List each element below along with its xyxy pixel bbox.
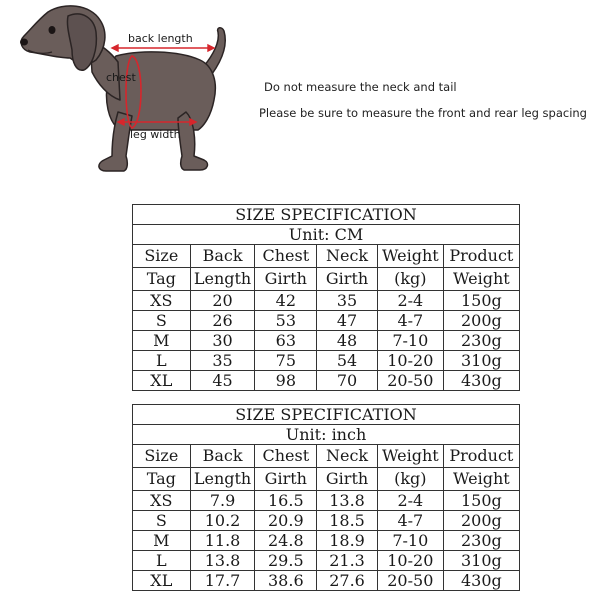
back-length-arrow [112, 45, 214, 51]
cell-chest-girth: 42 [255, 291, 317, 311]
table-row [133, 291, 520, 311]
cell-weight: 4-7 [377, 511, 443, 531]
header-product-line2: Weight [443, 468, 519, 491]
header-size-line2: Tag [133, 468, 191, 491]
cell-product-weight: 230g [443, 531, 519, 551]
cell-product-weight: 430g [443, 371, 519, 391]
cell-back-length: 45 [190, 371, 255, 391]
cell-back-length: 35 [190, 351, 255, 371]
cell-size: XS [133, 291, 191, 311]
table-title: SIZE SPECIFICATION [133, 405, 520, 425]
table-row [133, 511, 520, 531]
cell-chest-girth: 24.8 [255, 531, 317, 551]
cell-size: XL [133, 571, 191, 591]
header-weight-line1: Weight [377, 445, 443, 468]
cell-chest-girth: 53 [255, 311, 317, 331]
leg-width-label: leg width [130, 128, 181, 141]
cell-chest-girth: 75 [255, 351, 317, 371]
cell-chest-girth: 16.5 [255, 491, 317, 511]
table-row [133, 551, 520, 571]
table-row [133, 371, 520, 391]
table-row [133, 311, 520, 331]
header-chest-line2: Girth [255, 468, 317, 491]
cell-weight: 4-7 [377, 311, 443, 331]
cell-neck-girth: 21.3 [317, 551, 378, 571]
table-row [133, 531, 520, 551]
header-weight-line2: (kg) [377, 268, 443, 291]
cell-weight: 20-50 [377, 571, 443, 591]
table-unit: Unit: CM [133, 225, 520, 245]
cell-size: M [133, 531, 191, 551]
cell-back-length: 17.7 [190, 571, 255, 591]
cell-neck-girth: 48 [317, 331, 378, 351]
chest-label: chest [106, 71, 136, 84]
table-row [133, 351, 520, 371]
cell-weight: 10-20 [377, 551, 443, 571]
cell-back-length: 26 [190, 311, 255, 331]
header-product-line1: Product [443, 245, 519, 268]
back-length-label: back length [128, 32, 193, 45]
cell-product-weight: 200g [443, 511, 519, 531]
cell-back-length: 7.9 [190, 491, 255, 511]
cell-neck-girth: 13.8 [317, 491, 378, 511]
header-neck-line1: Neck [317, 445, 378, 468]
dog-eye [49, 26, 56, 34]
cell-size: L [133, 351, 191, 371]
cell-product-weight: 310g [443, 551, 519, 571]
cell-weight: 7-10 [377, 331, 443, 351]
cell-chest-girth: 98 [255, 371, 317, 391]
cell-chest-girth: 20.9 [255, 511, 317, 531]
cell-weight: 10-20 [377, 351, 443, 371]
cell-back-length: 10.2 [190, 511, 255, 531]
header-size-line1: Size [133, 245, 191, 268]
header-chest-line2: Girth [255, 268, 317, 291]
note-leg-spacing: Please be sure to measure the front and rear leg spacing [259, 106, 587, 120]
header-weight-line1: Weight [377, 245, 443, 268]
cell-neck-girth: 70 [317, 371, 378, 391]
cell-size: S [133, 311, 191, 331]
size-table-cm [132, 204, 520, 391]
dog-nose [20, 39, 28, 46]
cell-size: XS [133, 491, 191, 511]
cell-size: S [133, 511, 191, 531]
header-back-line2: Length [190, 468, 255, 491]
header-chest-line1: Chest [255, 245, 317, 268]
cell-size: M [133, 331, 191, 351]
header-back-line1: Back [190, 245, 255, 268]
header-weight-line2: (kg) [377, 468, 443, 491]
cell-weight: 20-50 [377, 371, 443, 391]
cell-chest-girth: 38.6 [255, 571, 317, 591]
table-row [133, 491, 520, 511]
header-back-line1: Back [190, 445, 255, 468]
header-back-line2: Length [190, 268, 255, 291]
cell-size: L [133, 551, 191, 571]
cell-product-weight: 200g [443, 311, 519, 331]
cell-neck-girth: 27.6 [317, 571, 378, 591]
header-product-line1: Product [443, 445, 519, 468]
cell-back-length: 13.8 [190, 551, 255, 571]
note-neck-tail: Do not measure the neck and tail [264, 80, 457, 94]
header-size-line1: Size [133, 445, 191, 468]
cell-neck-girth: 18.5 [317, 511, 378, 531]
header-neck-line2: Girth [317, 468, 378, 491]
cell-weight: 7-10 [377, 531, 443, 551]
cell-back-length: 30 [190, 331, 255, 351]
cell-chest-girth: 63 [255, 331, 317, 351]
cell-product-weight: 150g [443, 291, 519, 311]
table-row [133, 571, 520, 591]
header-neck-line1: Neck [317, 245, 378, 268]
header-chest-line1: Chest [255, 445, 317, 468]
cell-product-weight: 150g [443, 491, 519, 511]
dog-measurement-illustration [8, 0, 238, 180]
cell-back-length: 11.8 [190, 531, 255, 551]
header-product-line2: Weight [443, 268, 519, 291]
cell-back-length: 20 [190, 291, 255, 311]
size-table-inch [132, 404, 520, 591]
cell-neck-girth: 35 [317, 291, 378, 311]
table-title: SIZE SPECIFICATION [133, 205, 520, 225]
cell-neck-girth: 18.9 [317, 531, 378, 551]
header-size-line2: Tag [133, 268, 191, 291]
table-row [133, 331, 520, 351]
cell-weight: 2-4 [377, 291, 443, 311]
cell-weight: 2-4 [377, 491, 443, 511]
cell-size: XL [133, 371, 191, 391]
cell-chest-girth: 29.5 [255, 551, 317, 571]
cell-product-weight: 230g [443, 331, 519, 351]
cell-neck-girth: 47 [317, 311, 378, 331]
cell-product-weight: 310g [443, 351, 519, 371]
table-unit: Unit: inch [133, 425, 520, 445]
cell-neck-girth: 54 [317, 351, 378, 371]
cell-product-weight: 430g [443, 571, 519, 591]
header-neck-line2: Girth [317, 268, 378, 291]
